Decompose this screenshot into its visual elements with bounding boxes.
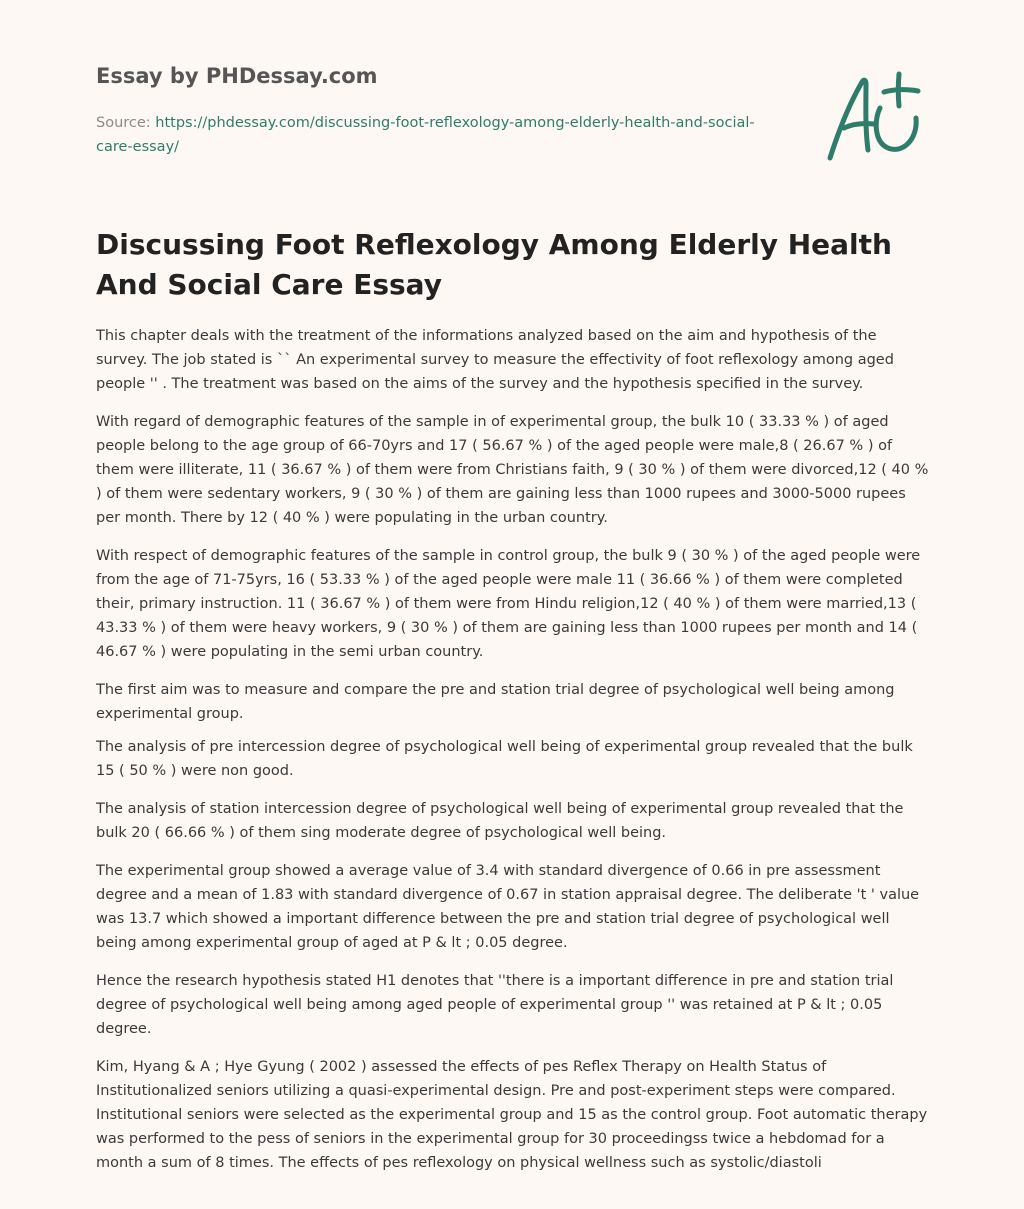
paragraph-8: Hence the research hypothesis stated H1 denotes that ''there is a important difference in pre and station trial degree of psychological well being among aged people of experimental group '' was retained at P & lt ; 0.05 degree. xyxy=(96,973,894,1037)
essay-title: Discussing Foot Reflexology Among Elderly Health And Social Care Essay xyxy=(96,228,892,301)
source-link[interactable]: https://phdessay.com/discussing-foot-reflexology-among-elderly-health-and-social-care-essay/ xyxy=(96,115,755,155)
essay-body xyxy=(96,324,932,1189)
paragraph-7: The experimental group showed a average value of 3.4 with standard divergence of 0.66 in pre assessment degree and a mean of 1.83 with standard divergence of 0.67 in station appraisal degree. The deliberate 't ' value was 13.7 which showed a important difference between the pre and station trial degree of psychological well being among experimental group of aged at P & lt ; 0.05 degree. xyxy=(96,863,920,951)
paragraph-6: The analysis of station intercession degree of psychological well being of experimental group revealed that the bulk 20 ( 66.66 % ) of them sing moderate degree of psychological well being. xyxy=(96,801,904,841)
paragraph-4: The first aim was to measure and compare the pre and station trial degree of psychological well being among experimental group. xyxy=(96,682,895,722)
a-plus-logo-icon xyxy=(818,68,928,168)
paragraph-5: The analysis of pre intercession degree of psychological well being of experimental group revealed that the bulk 15 ( 50 % ) were non good. xyxy=(96,739,913,779)
source-line xyxy=(96,111,776,159)
paragraph-1: This chapter deals with the treatment of the informations analyzed based on the aim and hypothesis of the survey. The job stated is `` An experimental survey to measure the effectivity of foot reflexology among aged people '' . The treatment was based on the aims of the survey and the hypothesis specified in the survey. xyxy=(96,328,894,392)
site-title: Essay by PHDessay.com xyxy=(96,64,378,88)
paragraph-2: With regard of demographic features of the sample in of experimental group, the bulk 10 ( 33.33 % ) of aged people belong to the age group of 66-70yrs and 17 ( 56.67 % ) of the aged people were male,8 ( 26.67 % ) of them were illiterate, 11 ( 36.67 % ) of them were from Christians faith, 9 ( 30 % ) of them were divorced,12 ( 40 % ) of them were sedentary workers, 9 ( 30 % ) of them are gaining less than 1000 rupees and 3000-5000 rupees per month. There by 12 ( 40 % ) were populating in the urban country. xyxy=(96,414,929,526)
paragraph-3: With respect of demographic features of the sample in control group, the bulk 9 ( 30 % ) of the aged people were from the age of 71-75yrs, 16 ( 53.33 % ) of the aged people were male 11 ( 36.66 % ) of them were completed their, primary instruction. 11 ( 36.67 % ) of them were from Hindu religion,12 ( 40 % ) of them were married,13 ( 43.33 % ) of them were heavy workers, 9 ( 30 % ) of them are gaining less than 1000 rupees per month and 14 ( 46.67 % ) were populating in the semi urban country. xyxy=(96,548,921,660)
paragraph-9: Kim, Hyang & A ; Hye Gyung ( 2002 ) assessed the effects of pes Reflex Therapy on Health Status of Institutionalized seniors utilizing a quasi-experimental design. Pre and post-experiment steps were compared. Institutional seniors were selected as the experimental group and 15 as the control group. Foot automatic therapy was performed to the pess of seniors in the experimental group for 30 proceedingss twice a hebdomad for a month a sum of 8 times. The effects of pes reflexology on physical wellness such as systolic/diastoli xyxy=(96,1059,928,1171)
source-label: Source: xyxy=(96,115,156,131)
